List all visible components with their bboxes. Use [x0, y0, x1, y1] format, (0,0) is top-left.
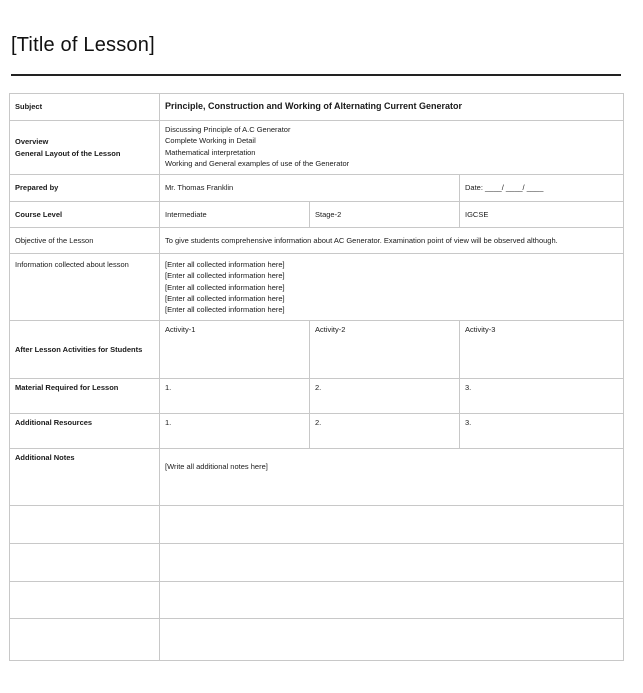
resources-row	[10, 414, 624, 449]
blank-label-cell[interactable]	[10, 544, 160, 582]
subject-label: Subject	[10, 94, 160, 121]
blank-label-cell[interactable]	[10, 619, 160, 661]
overview-line: Discussing Principle of A.C Generator	[165, 125, 291, 134]
material-item-1[interactable]: 1.	[160, 379, 310, 414]
objective-label: Objective of the Lesson	[10, 228, 160, 254]
material-item-3[interactable]: 3.	[460, 379, 624, 414]
blank-label-cell[interactable]	[10, 506, 160, 544]
subject-value[interactable]: Principle, Construction and Working of Alternating Current Generator	[160, 94, 624, 121]
material-row	[10, 379, 624, 414]
objective-row	[10, 228, 624, 254]
material-label: Material Required for Lesson	[10, 379, 160, 414]
material-item-2[interactable]: 2.	[310, 379, 460, 414]
activity-2-cell[interactable]: Activity-2	[310, 321, 460, 379]
activity-3-cell[interactable]: Activity-3	[460, 321, 624, 379]
objective-value[interactable]: To give students comprehensive information about AC Generator. Examination point of view will be observed although.	[160, 228, 624, 254]
title-divider	[11, 74, 621, 76]
information-row	[10, 254, 624, 321]
resources-item-2[interactable]: 2.	[310, 414, 460, 449]
information-line: [Enter all collected information here]	[165, 282, 285, 292]
prepared-by-value[interactable]: Mr. Thomas Franklin	[160, 175, 460, 202]
overview-line: Working and General examples of use of the Generator	[165, 158, 350, 168]
notes-label: Additional Notes	[10, 449, 160, 506]
course-level-row	[10, 202, 624, 228]
prepared-by-row	[10, 175, 624, 202]
resources-item-1[interactable]: 1.	[160, 414, 310, 449]
information-label: Information collected about lesson	[10, 254, 160, 321]
blank-row	[10, 506, 624, 544]
information-line: [Enter all collected information here]	[165, 293, 285, 303]
resources-label: Additional Resources	[10, 414, 160, 449]
blank-row	[10, 544, 624, 582]
prepared-by-label: Prepared by	[10, 175, 160, 202]
information-line: [Enter all collected information here]	[165, 305, 285, 315]
course-level-label: Course Level	[10, 202, 160, 228]
blank-row	[10, 619, 624, 661]
information-line: [Enter all collected information here]	[165, 271, 285, 281]
blank-row	[10, 582, 624, 619]
overview-line: Complete Working in Detail	[165, 136, 256, 146]
notes-value[interactable]: [Write all additional notes here]	[160, 449, 624, 506]
activities-label: After Lesson Activities for Students	[10, 321, 160, 379]
information-line: [Enter all collected information here]	[165, 260, 285, 269]
overview-label-line: Overview	[15, 137, 49, 147]
activity-1-cell[interactable]: Activity-1	[160, 321, 310, 379]
subject-row	[10, 94, 624, 121]
information-value[interactable]	[160, 254, 624, 321]
page-title: [Title of Lesson]	[11, 34, 155, 56]
course-level-value[interactable]: Intermediate	[160, 202, 310, 228]
overview-line: Mathematical interpretation	[165, 147, 256, 157]
course-board-value[interactable]: IGCSE	[460, 202, 624, 228]
overview-label	[10, 121, 160, 175]
overview-value[interactable]	[160, 121, 624, 175]
blank-label-cell[interactable]	[10, 582, 160, 619]
blank-value-cell[interactable]	[160, 582, 624, 619]
notes-row	[10, 449, 624, 506]
lesson-plan-table	[9, 93, 624, 661]
overview-row	[10, 121, 624, 175]
blank-value-cell[interactable]	[160, 619, 624, 661]
resources-item-3[interactable]: 3.	[460, 414, 624, 449]
date-field[interactable]: Date: ____/ ____/ ____	[460, 175, 624, 202]
course-stage-value[interactable]: Stage-2	[310, 202, 460, 228]
activities-row	[10, 321, 624, 379]
blank-value-cell[interactable]	[160, 544, 624, 582]
blank-value-cell[interactable]	[160, 506, 624, 544]
overview-label-line: General Layout of the Lesson	[15, 148, 121, 158]
